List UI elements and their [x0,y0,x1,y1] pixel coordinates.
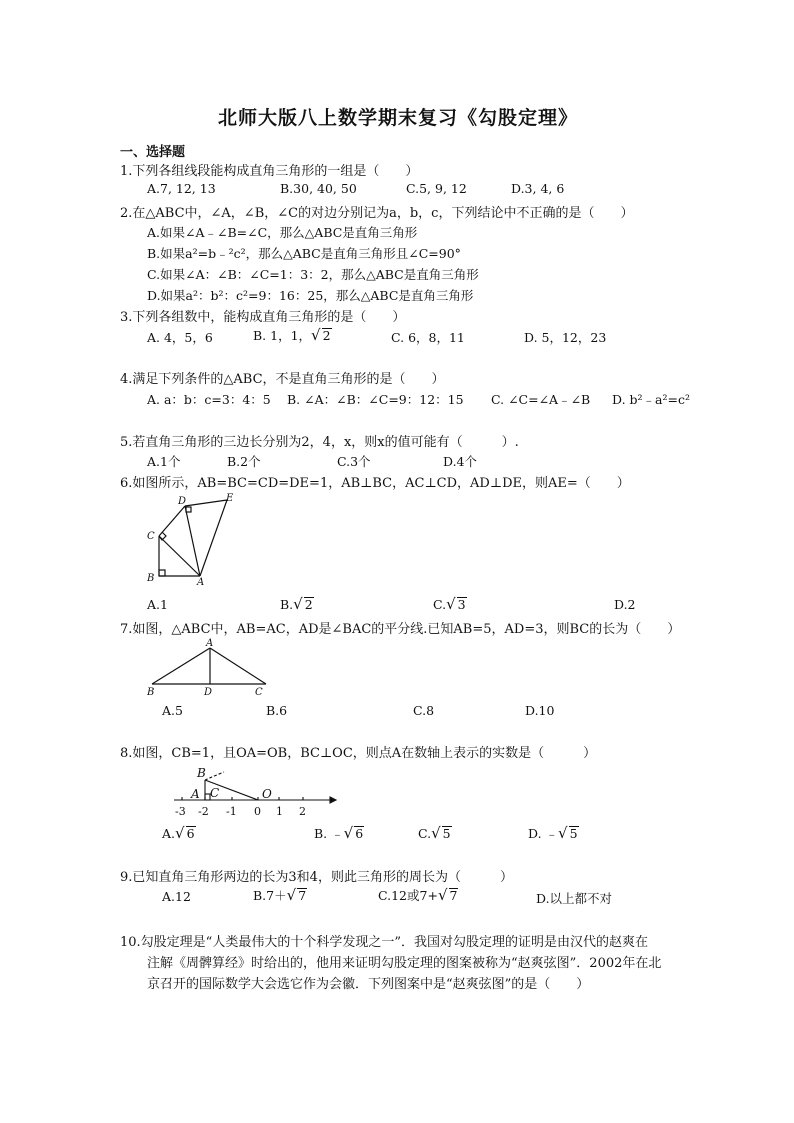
tick-label-one: 1 [276,805,283,818]
question-8-option-c: C.√ 5 [418,824,451,842]
question-8-option-d-radicand: 5 [569,826,578,841]
label-e: E [226,493,234,504]
question-6-option-b-radicand: 2 [304,597,313,612]
question-3-option-c: C. 6，8，11 [391,330,465,345]
question-4-option-a: A. a：b：c=3：4：5 [147,392,271,407]
number-line-arrow [330,797,336,803]
question-8-option-d: D. ﹣√ 5 [528,824,578,842]
question-10-line-1: 10.勾股定理是“人类最伟大的十个科学发现之一”．我国对勾股定理的证明是由汉代的赵爽在 [120,935,648,950]
question-9-option-b-text: B.7＋ [253,888,287,903]
question-4-option-b: B. ∠A：∠B：∠C=9：12：15 [287,392,464,407]
question-3-option-b: B. 1，1，√ 2 [253,326,331,344]
question-5-option-b: B.2个 [227,454,261,469]
label-a: A [206,638,214,649]
question-6-option-a: A.1 [147,597,168,612]
tick-label-minus2: -2 [198,805,209,818]
question-9-option-d: D.以上都不对 [536,891,613,906]
question-9-option-c-radicand: 7 [449,888,458,903]
question-4-stem: 4.满足下列条件的△ABC，不是直角三角形的是（ ） [120,372,445,387]
question-8-figure [166,760,346,822]
question-1-stem: 1.下列各组线段能构成直角三角形的一组是（ ） [120,164,419,179]
question-6-option-b-text: B. [280,597,294,612]
tick-label-minus3: -3 [175,805,186,818]
question-8-option-b: B. ﹣√ 6 [314,824,364,842]
right-angle-b [159,570,165,576]
question-6-option-c-radicand: 3 [457,597,466,612]
question-8-option-c-text: C. [418,826,432,841]
question-6-option-b: B.√ 2 [280,595,313,613]
question-8-option-c-radicand: 5 [442,826,451,841]
question-2-option-b: B.如果a²=b﹣²c²，那么△ABC是直角三角形且∠C=90° [147,246,461,261]
label-a: A [191,787,200,801]
segment-da [185,506,200,576]
segment-ac [210,648,266,684]
question-4-option-d: D. b²﹣a²=c² [612,392,690,407]
question-10-line-3: 京召开的国际数学大会选它作为会徽．下列图案中是“赵爽弦图”的是（ ） [147,977,590,992]
question-1-option-b: B.30, 40, 50 [280,181,357,196]
question-8-option-a-radicand: 6 [186,826,195,841]
page-title: 北师大版八上数学期末复习《勾股定理》 [218,107,579,129]
question-2-option-d: D.如果a²：b²：c²=9：16：25，那么△ABC是直角三角形 [147,288,474,303]
question-6-option-d: D.2 [614,597,636,612]
label-b: B [197,766,206,780]
question-9-option-a: A.12 [162,889,191,904]
question-7-option-d: D.10 [525,703,555,718]
question-8-stem: 8.如图，CB=1，且OA=OB，BC⊥OC，则点A在数轴上表示的实数是（ ） [120,746,597,761]
question-6-stem: 6.如图所示，AB=BC=CD=DE=1，AB⊥BC，AC⊥CD，AD⊥DE，则AE=（ ） [120,476,630,491]
label-c: C [210,786,220,800]
question-7-option-a: A.5 [162,703,183,718]
label-d: D [178,496,187,507]
question-3-option-b-text: B. 1，1， [253,328,312,343]
question-9-option-c-text: C.12或7+ [378,888,438,903]
label-c: C [147,531,155,542]
section-heading: 一、选择题 [120,145,186,160]
question-9-option-b-radicand: 7 [298,888,307,903]
question-8-option-a-text: A. [162,826,176,841]
label-d: D [204,687,213,698]
question-4-option-c: C. ∠C=∠A﹣∠B [491,392,591,407]
question-1-option-d: D.3, 4, 6 [511,181,565,196]
question-9-option-c: C.12或7+√ 7 [378,886,458,904]
label-b: B [147,687,155,698]
label-c: C [255,687,263,698]
question-5-option-d: D.4个 [443,454,478,469]
arc-ob [205,772,224,780]
question-10-line-2: 注解《周髀算经》时给出的，他用来证明勾股定理的图案被称为“赵爽弦图”．2002年在北 [147,956,662,971]
question-5-stem: 5.若直角三角形的三边长分别为2，4，x，则x的值可能有（ ）. [120,435,519,450]
question-3-option-a: A. 4，5，6 [147,330,213,345]
right-angle-c [159,532,166,540]
segment-ea [200,500,227,576]
question-8-option-d-text: D. ﹣ [528,826,559,841]
tick-label-two: 2 [299,805,306,818]
question-7-stem: 7.如图，△ABC中，AB=AC，AD是∠BAC的平分线.已知AB=5，AD=3，则BC的长为（ ） [120,622,681,637]
question-2-stem: 2.在△ABC中，∠A，∠B，∠C的对边分别记为a，b，c，下列结论中不正确的是（ ） [120,206,634,221]
question-9-option-b: B.7＋√ 7 [253,886,307,904]
question-7-option-b: B.6 [266,703,288,718]
question-2-option-a: A.如果∠A﹣∠B=∠C，那么△ABC是直角三角形 [147,225,418,240]
question-3-option-d: D. 5，12，23 [524,330,607,345]
question-5-option-c: C.3个 [337,454,371,469]
label-a: A [197,577,205,588]
label-o: O [262,787,272,801]
question-6-figure [140,492,250,588]
question-7-figure [140,636,280,698]
label-b: B [147,573,155,584]
question-5-option-a: A.1个 [147,454,181,469]
tick-label-minus1: -1 [226,805,237,818]
question-8-option-b-text: B. ﹣ [314,826,344,841]
question-9-stem: 9.已知直角三角形两边的长为3和4，则此三角形的周长为（ ） [120,870,513,885]
question-1-option-a: A.7, 12, 13 [147,181,216,196]
question-8-option-b-radicand: 6 [355,826,364,841]
right-angle-d [186,507,191,512]
segment-de [185,500,227,506]
question-1-option-c: C.5, 9, 12 [406,181,467,196]
question-6-option-c: C.√ 3 [433,595,466,613]
question-6-option-c-text: C. [433,597,447,612]
question-3-stem: 3.下列各组数中，能构成直角三角形的是（ ） [120,310,406,325]
segment-ab [152,648,210,684]
question-3-option-b-radicand: 2 [322,328,331,343]
question-7-option-c: C.8 [413,703,435,718]
tick-label-zero: 0 [254,805,261,818]
segment-cd [159,506,185,536]
question-2-option-c: C.如果∠A：∠B：∠C=1：3：2，那么△ABC是直角三角形 [147,267,479,282]
question-8-option-a: A.√ 6 [162,824,195,842]
